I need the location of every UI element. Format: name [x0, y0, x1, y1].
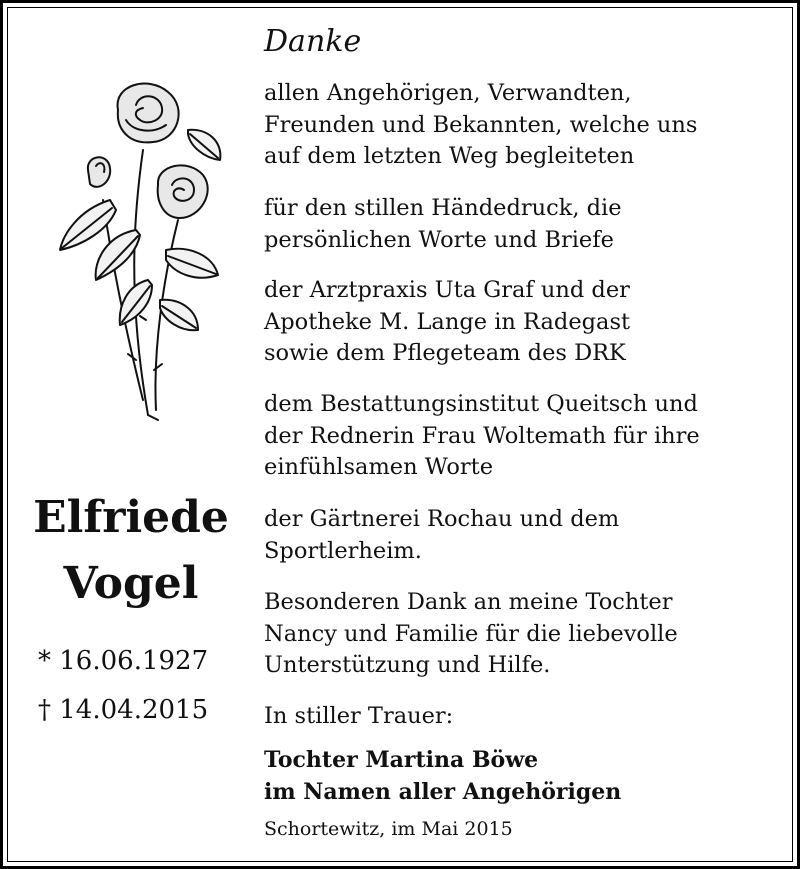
thanks-paragraph: für den stillen Händedruck, die persönlichen Worte und Briefe [264, 195, 622, 253]
notice-heading: Danke [264, 24, 362, 59]
signer-line: Tochter Martina Böwe [264, 747, 539, 773]
thanks-paragraph: allen Angehörigen, Verwandten, Freunden und Bekannten, welche uns auf dem letzten Weg begleiteten [264, 80, 698, 169]
closing-line: In stiller Trauer: [264, 703, 454, 729]
signers-block [264, 744, 789, 808]
thanks-paragraph: der Gärtnerei Rochau und dem Sportlerheim. [264, 506, 620, 564]
death-date: † 14.04.2015 [38, 695, 209, 725]
thanks-paragraph: Besonderen Dank an meine Tochter Nancy und Familie für die liebevolle Unterstützung und Hilfe. [264, 589, 678, 678]
place-date: Schortewitz, im Mai 2015 [264, 818, 513, 840]
thanks-paragraph: dem Bestattungsinstitut Queitsch und der Rednerin Frau Woltemath für ihre einfühlsamen Worte [264, 391, 700, 480]
deceased-last-name: Vogel [63, 558, 199, 609]
rose-illustration-icon [48, 70, 228, 440]
deceased-first-name: Elfriede [33, 492, 229, 543]
birth-date: * 16.06.1927 [38, 646, 209, 676]
thanks-paragraph: der Arztpraxis Uta Graf und der Apotheke M. Lange in Radegast sowie dem Pflegeteam des DRK [264, 277, 631, 366]
signer-line: im Namen aller Angehörigen [264, 779, 622, 805]
